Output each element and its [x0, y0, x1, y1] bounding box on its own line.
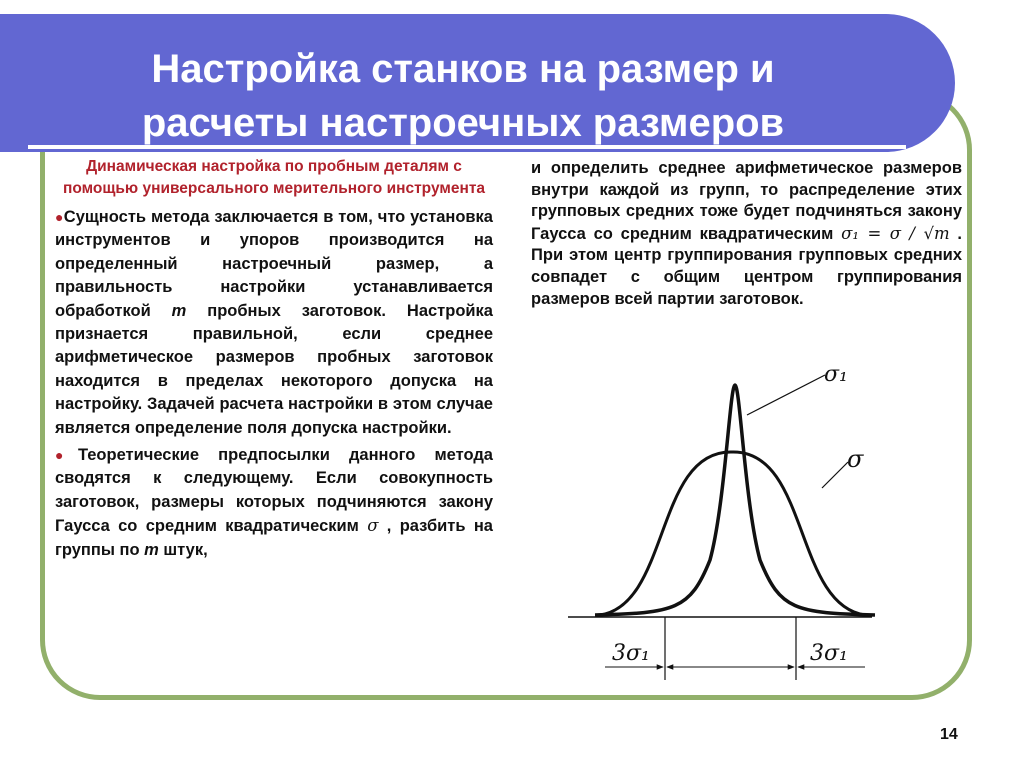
right-column	[531, 158, 962, 310]
slide-title	[28, 42, 898, 150]
label-right-3sigma1: 3σ₁	[810, 641, 848, 666]
p1-text-a: Сущность метода заключается в том, что установка инструментов и упоров производится на определенный настроечный размер, а правильность настройки устанавливается обработкой	[55, 208, 493, 320]
wide-curve-sigma	[600, 452, 865, 615]
section-subtitle: Динамическая настройка по пробным деталям с помощью универсального мерительного инструмента	[62, 158, 486, 197]
p2-text-b: , разбить на группы по	[55, 517, 493, 559]
p1-text-b: пробных заготовок. Настройка признается правильной, если среднее арифметическое размеров пробных заготовок находится в пределах некоторого допуска на настройку. Задачей расчета настройки в этом случае является определение поля допуска настройки.	[55, 301, 493, 437]
title-line-2: расчеты настроечных размеров	[141, 101, 785, 145]
title-line-1: Настройка станков на размер и	[151, 47, 775, 91]
label-left-3sigma1: 3σ₁	[612, 641, 650, 666]
title-underline	[28, 145, 906, 149]
leader-sigma	[822, 462, 848, 488]
sigma-formula: σ₁ = σ / √m	[841, 223, 950, 243]
page-number: 14	[940, 726, 958, 743]
narrow-curve-sigma1	[595, 385, 875, 615]
right-text-b: . При этом центр группирования групповых средних совпадет с общим центром группирования размеров всей партии заготовок.	[531, 224, 962, 308]
bullet-icon: ●	[55, 447, 78, 464]
p1-m-symbol: m	[171, 301, 187, 320]
p2-m-symbol: m	[144, 540, 159, 559]
gauss-distribution-diagram	[560, 355, 880, 690]
left-column	[55, 156, 493, 566]
label-sigma: σ	[847, 445, 864, 473]
bullet-icon: ●	[55, 209, 64, 225]
leader-sigma1	[747, 375, 825, 415]
title-banner	[0, 14, 955, 152]
p2-sigma-symbol: σ	[367, 516, 379, 536]
paragraph-essence	[55, 206, 493, 440]
right-text-a: и определить среднее арифметическое размеров внутри каждой из групп, то распределение этих групповых средних тоже будет подчиняться закону Гаусса со средним квадратическим	[531, 159, 962, 243]
p2-text-c: штук,	[158, 540, 208, 559]
paragraph-theory	[55, 444, 493, 562]
p2-text-a: Теоретические предпосылки данного метода сводятся к следующему. Если совокупность заготовок, размеры которых подчиняются закону Гаусса со средним квадратическим	[55, 446, 493, 536]
label-sigma1: σ₁	[824, 362, 848, 387]
